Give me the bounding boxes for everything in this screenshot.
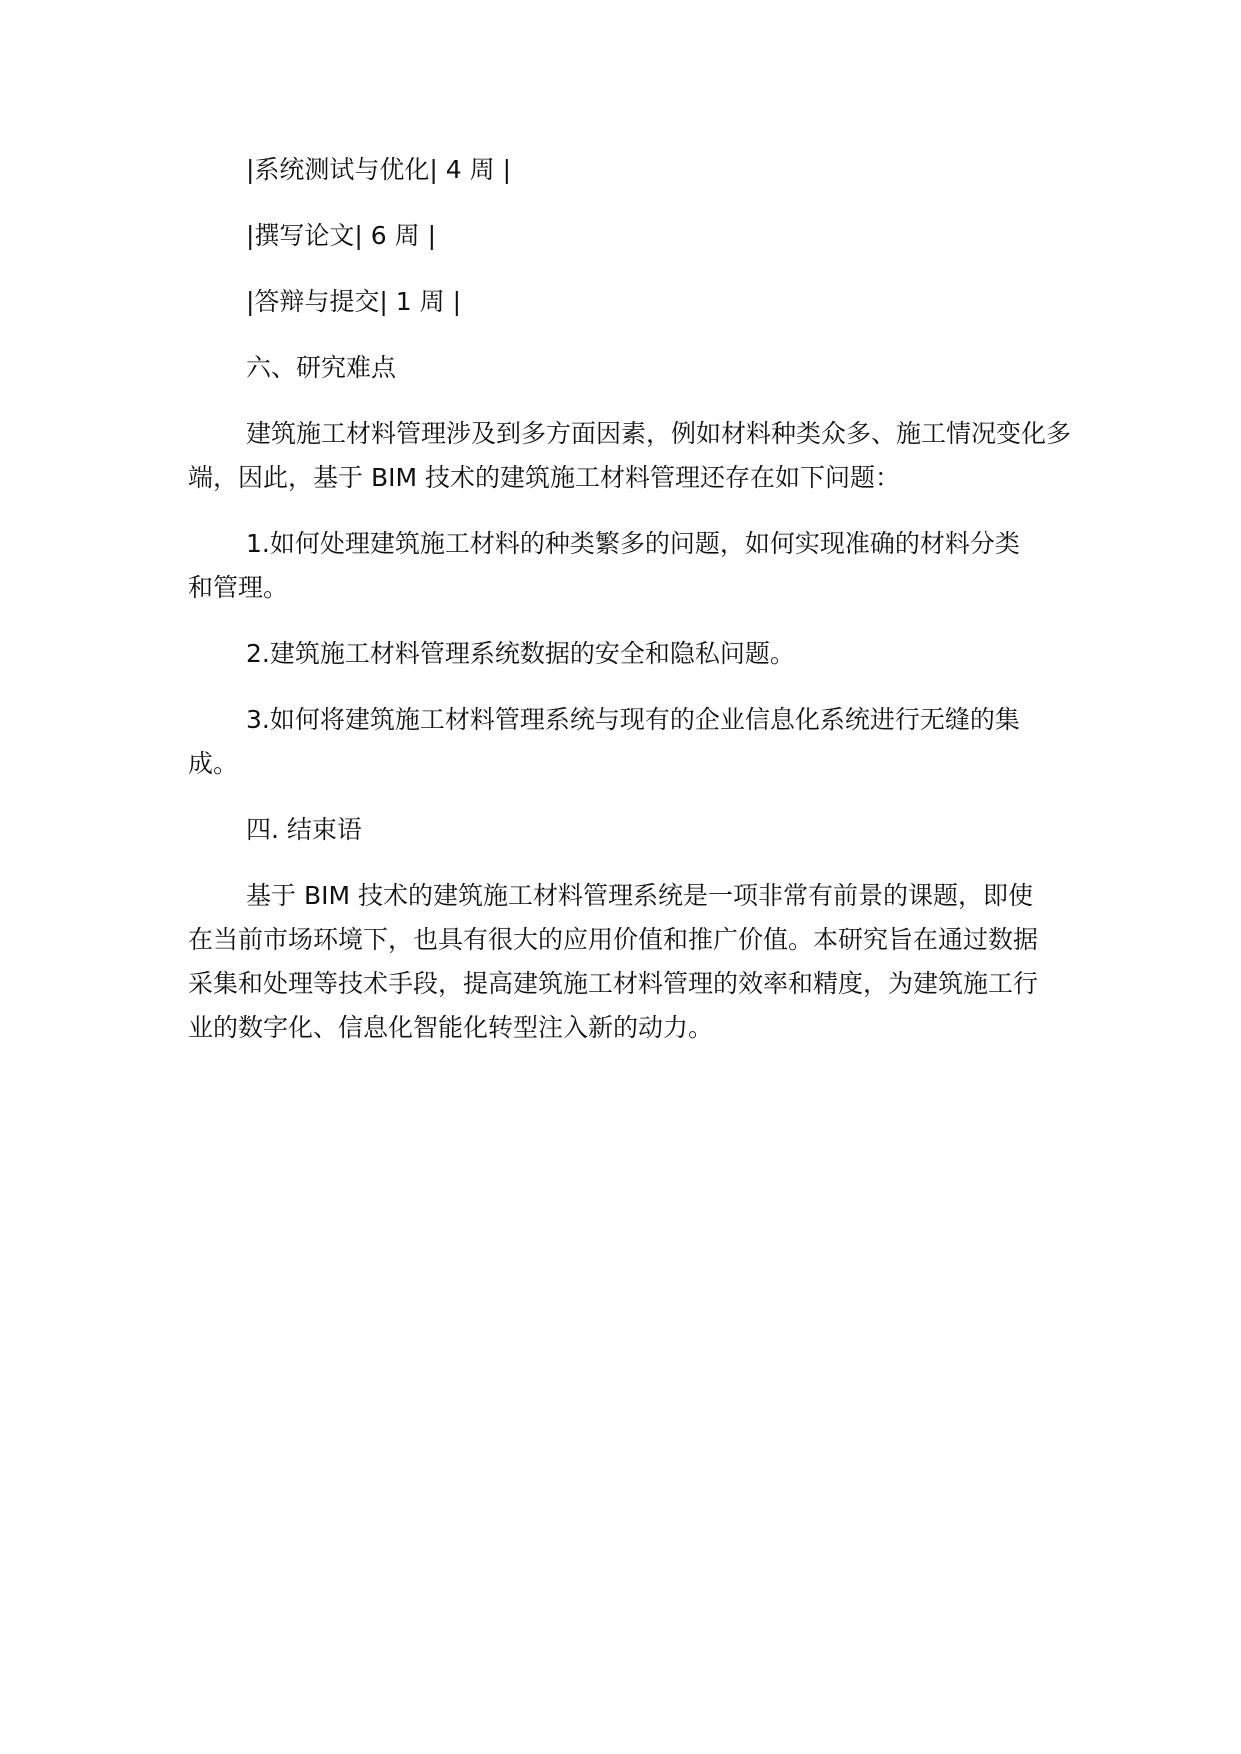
schedule-row-testing: |系统测试与优化| 4 周 | [246,155,512,184]
conclusion-paragraph: 基于 BIM 技术的建筑施工材料管理系统是一项非常有前景的课题，即使在当前市场环境下，也具有很大的应用价值和推广价值。本研究旨在通过数据采集和处理等技术手段，提高建筑施工材料管理的效率和精度，为建筑施工行业的数字化、信息化智能化转型注入新的动力。 [188,881,1039,1042]
difficulty-item-2: 2.建筑施工材料管理系统数据的安全和隐私问题。 [246,639,795,668]
difficulties-intro-paragraph: 建筑施工材料管理涉及到多方面因素，例如材料种类众多、施工情况变化多端，因此，基于 BIM 技术的建筑施工材料管理还存在如下问题： [188,419,1072,492]
schedule-row-defense: |答辩与提交| 1 周 | [246,287,462,316]
document-body [188,148,1088,1072]
section-heading-difficulties: 六、研究难点 [246,353,397,382]
difficulty-item-3: 3.如何将建筑施工材料管理系统与现有的企业信息化系统进行无缝的集成。 [188,705,1020,778]
schedule-row-thesis: |撰写论文| 6 周 | [246,221,437,250]
section-heading-conclusion: 四. 结束语 [246,815,362,844]
difficulty-item-1: 1.如何处理建筑施工材料的种类繁多的问题，如何实现准确的材料分类和管理。 [188,529,1020,602]
